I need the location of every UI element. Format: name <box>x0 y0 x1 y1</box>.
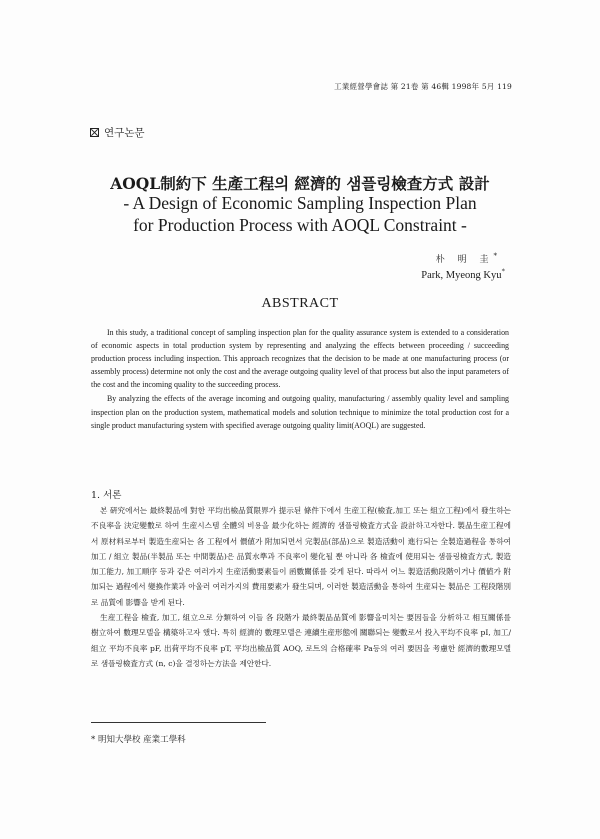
abstract-body <box>91 326 509 433</box>
section-heading-introduction: 1. 서론 <box>91 490 122 501</box>
abstract-heading: ABSTRACT <box>261 296 339 311</box>
title-korean: AOQL制約下 生產工程의 經濟的 샘플링檢査方式 設計 <box>110 174 490 193</box>
introduction-body <box>91 503 511 671</box>
title-english-line1: - A Design of Economic Sampling Inspection Plan <box>123 193 477 213</box>
title-english-line2: for Production Process with AOQL Constraint - <box>133 215 467 235</box>
section-tag <box>90 125 145 140</box>
body-paragraph: 生産工程을 檢査, 加工, 組立으로 分類하여 이들 各 段階가 最終製品品質에 影響을미치는 要因들을 分析하고 相互關係를 樹立하여 數理모델을 構築하고자 했다. 특히 經濟的 數理모델은 連續生産形態에 關聯되는 變數로서 投入平均不良率 pI, 加工/組立 平均不良率 pF, 出荷平均不良率 pT, 平均出檢品質 AOQ, 로트의 合格確率 Pa등의 여러 要因을 考慮한 經濟的數理모델로 샘플링檢査方式 (n, c)을 결정하는方法을 제안한다. <box>91 613 511 668</box>
section-tag-label: 연구논문 <box>104 127 145 139</box>
author-english-mark: * <box>501 267 505 276</box>
author-korean-mark: * <box>493 252 502 260</box>
crossed-box-icon <box>90 128 99 137</box>
abstract-paragraph: By analyzing the effects of the average incoming and outgoing quality, manufacturing / assembly quality level and sampling inspection plan on the production system, mathematical models and solution technique to minimize the total production cost for a single product manufacturing system with specified average outgoing quality limit(AOQL) are suggested. <box>91 394 509 430</box>
author-korean-name: 朴 明 圭 <box>435 255 494 265</box>
body-paragraph: 본 硏究에서는 最終製品에 對한 平均出檢品質限界가 提示된 條件下에서 生産工程(檢査,加工 또는 組立工程)에서 發生하는 不良率을 決定變數로 하여 生産시스템 全體의 비용을 最少化하는 經濟的 샘플링檢査方式을 設計하고자한다. 製品生産工程에서 原材料로부터 製造生産되는 各 工程에서 價値가 附加되면서 完製品(部品)으로 製造活動이 進行되는 全製造過程을 통하여 加工 / 組立 製品(半製品 또는 中間製品)은 品質水準과 不良率이 變化될 뿐 아니라 各 檢査에 使用되는 샘플링檢査方式, 製造 加工能力, 加工順序 등과 같은 여러가지 生産活動要素들이 函數關係를 갖게 된다. 따라서 어느 製造活動段階이거나 價値가 附加되는 過程에서 變換作業과 아울러 여러가지의 費用要素가 發生되며, 이러한 製造活動을 통하여 生産되는 製品은 工程段階別로 品質에 影響을 받게 된다. <box>91 506 511 607</box>
author-english-name: Park, Myeong Kyu <box>421 270 502 281</box>
footnote-affiliation: * 明知大學校 産業工學科 <box>91 735 186 745</box>
footnote-divider <box>91 722 266 723</box>
author-english <box>421 267 505 281</box>
author-korean <box>436 252 502 265</box>
abstract-paragraph: In this study, a traditional concept of sampling inspection plan for the quality assurance system is extended to a consideration of economic aspects in total production system by representing and analyzing the effects between proceeding / succeeding production process including inspection. This approach recognizes that the decision to be made at one manufacturing process (or assembly process) determine not only the cost and the average outgoing quality level of that process but also the input parameters of the cost and the incoming quality to the succeeding process. <box>91 328 509 390</box>
journal-header: 工業經營學會誌 第 21卷 第 46輯 1998年 5月 119 <box>334 82 512 91</box>
